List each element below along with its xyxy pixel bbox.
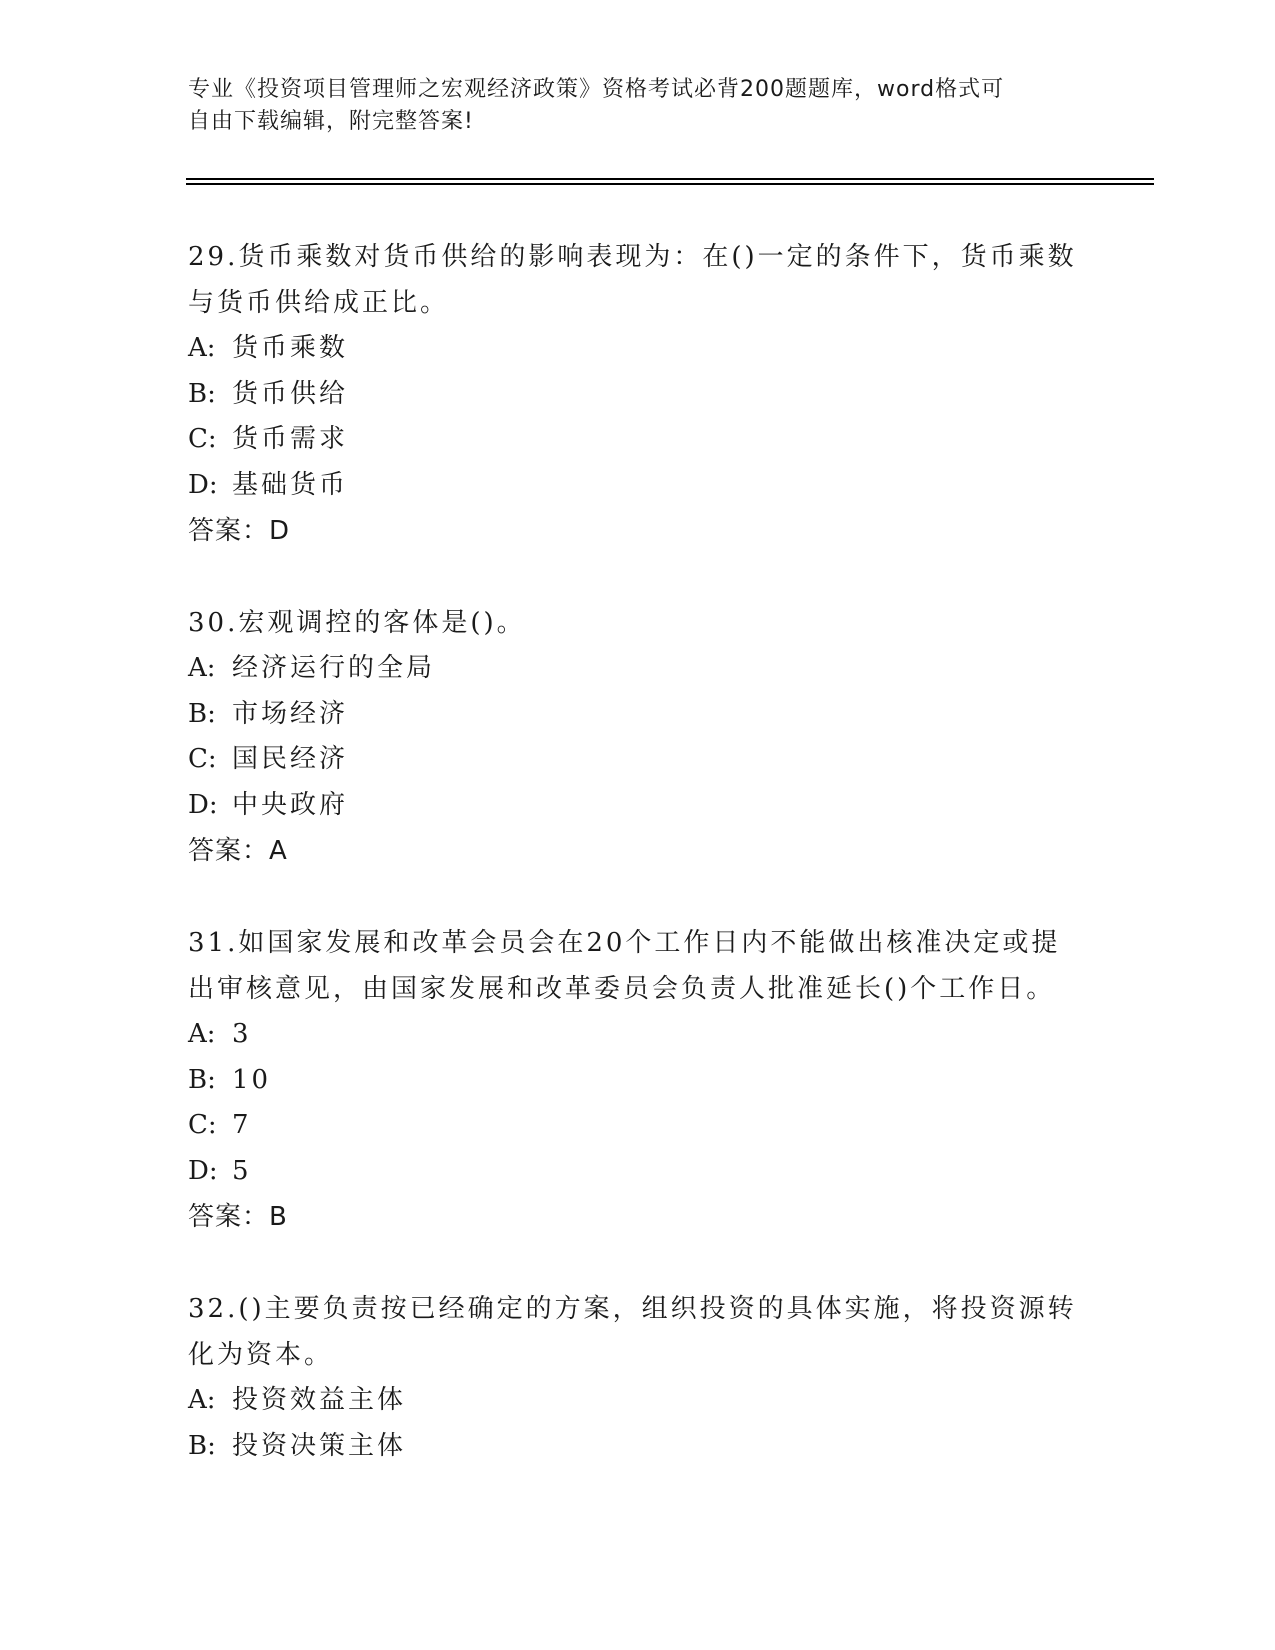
option-label: B: [188, 1064, 216, 1095]
question-text-line-2: 出审核意见，由国家发展和改革委员会负责人批准延长()个工作日。 [188, 974, 1056, 1004]
question-text [188, 1286, 1088, 1378]
option-text: 投资决策主体 [232, 1430, 407, 1461]
option-text: 货币需求 [232, 424, 349, 454]
option-c [188, 737, 1088, 783]
option-d [188, 463, 1088, 509]
option-label: C: [188, 1110, 217, 1140]
option-label: A: [188, 1385, 216, 1415]
option-c [188, 417, 1088, 463]
option-label: C: [188, 424, 217, 454]
option-text: 3 [232, 1019, 252, 1049]
option-a [188, 1012, 1088, 1058]
option-text: 经济运行的全局 [232, 653, 436, 683]
option-label: B: [188, 698, 216, 729]
question-30 [188, 600, 1088, 874]
option-text: 货币供给 [232, 378, 349, 409]
option-text: 基础货币 [232, 469, 349, 500]
option-a [188, 1378, 1088, 1424]
option-label: B: [188, 378, 216, 409]
option-label: D: [188, 1155, 218, 1186]
option-d [188, 1149, 1088, 1195]
option-label: A: [188, 333, 216, 363]
header-divider-top [186, 178, 1154, 180]
option-a [188, 326, 1088, 372]
option-text: 7 [232, 1110, 252, 1140]
option-text: 中央政府 [232, 789, 349, 820]
answer: 答案：D [188, 516, 291, 546]
option-label: D: [188, 789, 218, 820]
question-32 [188, 1286, 1088, 1469]
option-label: B: [188, 1430, 216, 1461]
header-divider-bottom [186, 183, 1154, 185]
option-b [188, 1058, 1088, 1104]
question-text-line-2: 化为资本。 [188, 1340, 334, 1370]
option-text: 10 [232, 1064, 272, 1095]
question-31 [188, 920, 1088, 1240]
option-d [188, 783, 1088, 829]
answer: 答案：A [188, 836, 288, 866]
option-text: 5 [232, 1155, 252, 1186]
answer: 答案：B [188, 1202, 288, 1232]
question-29 [188, 234, 1088, 554]
question-text [188, 920, 1088, 1012]
option-text: 市场经济 [232, 698, 349, 729]
option-text: 国民经济 [232, 744, 349, 774]
question-text [188, 234, 1088, 326]
option-b [188, 692, 1088, 738]
option-c [188, 1103, 1088, 1149]
header-line-2: 自由下载编辑，附完整答案! [188, 109, 474, 134]
question-list [188, 234, 1088, 1515]
option-label: A: [188, 653, 216, 683]
option-b [188, 372, 1088, 418]
question-text-line-1: 32.()主要负责按已经确定的方案，组织投资的具体实施，将投资源转 [188, 1294, 1077, 1324]
option-b [188, 1424, 1088, 1470]
option-text: 货币乘数 [232, 333, 349, 363]
option-label: A: [188, 1019, 216, 1049]
question-text-line-1: 31.如国家发展和改革会员会在20个工作日内不能做出核准决定或提 [188, 928, 1061, 958]
document-header [188, 74, 1088, 138]
question-text-line-2: 与货币供给成正比。 [188, 288, 450, 318]
header-line-1: 专业《投资项目管理师之宏观经济政策》资格考试必背200题题库，word格式可 [188, 77, 1005, 102]
option-label: C: [188, 744, 217, 774]
option-text: 投资效益主体 [232, 1385, 407, 1415]
option-a [188, 646, 1088, 692]
question-text [188, 600, 1088, 646]
option-label: D: [188, 469, 218, 500]
question-text-line-1: 30.宏观调控的客体是()。 [188, 608, 526, 638]
question-text-line-1: 29.货币乘数对货币供给的影响表现为：在()一定的条件下，货币乘数 [188, 242, 1077, 272]
